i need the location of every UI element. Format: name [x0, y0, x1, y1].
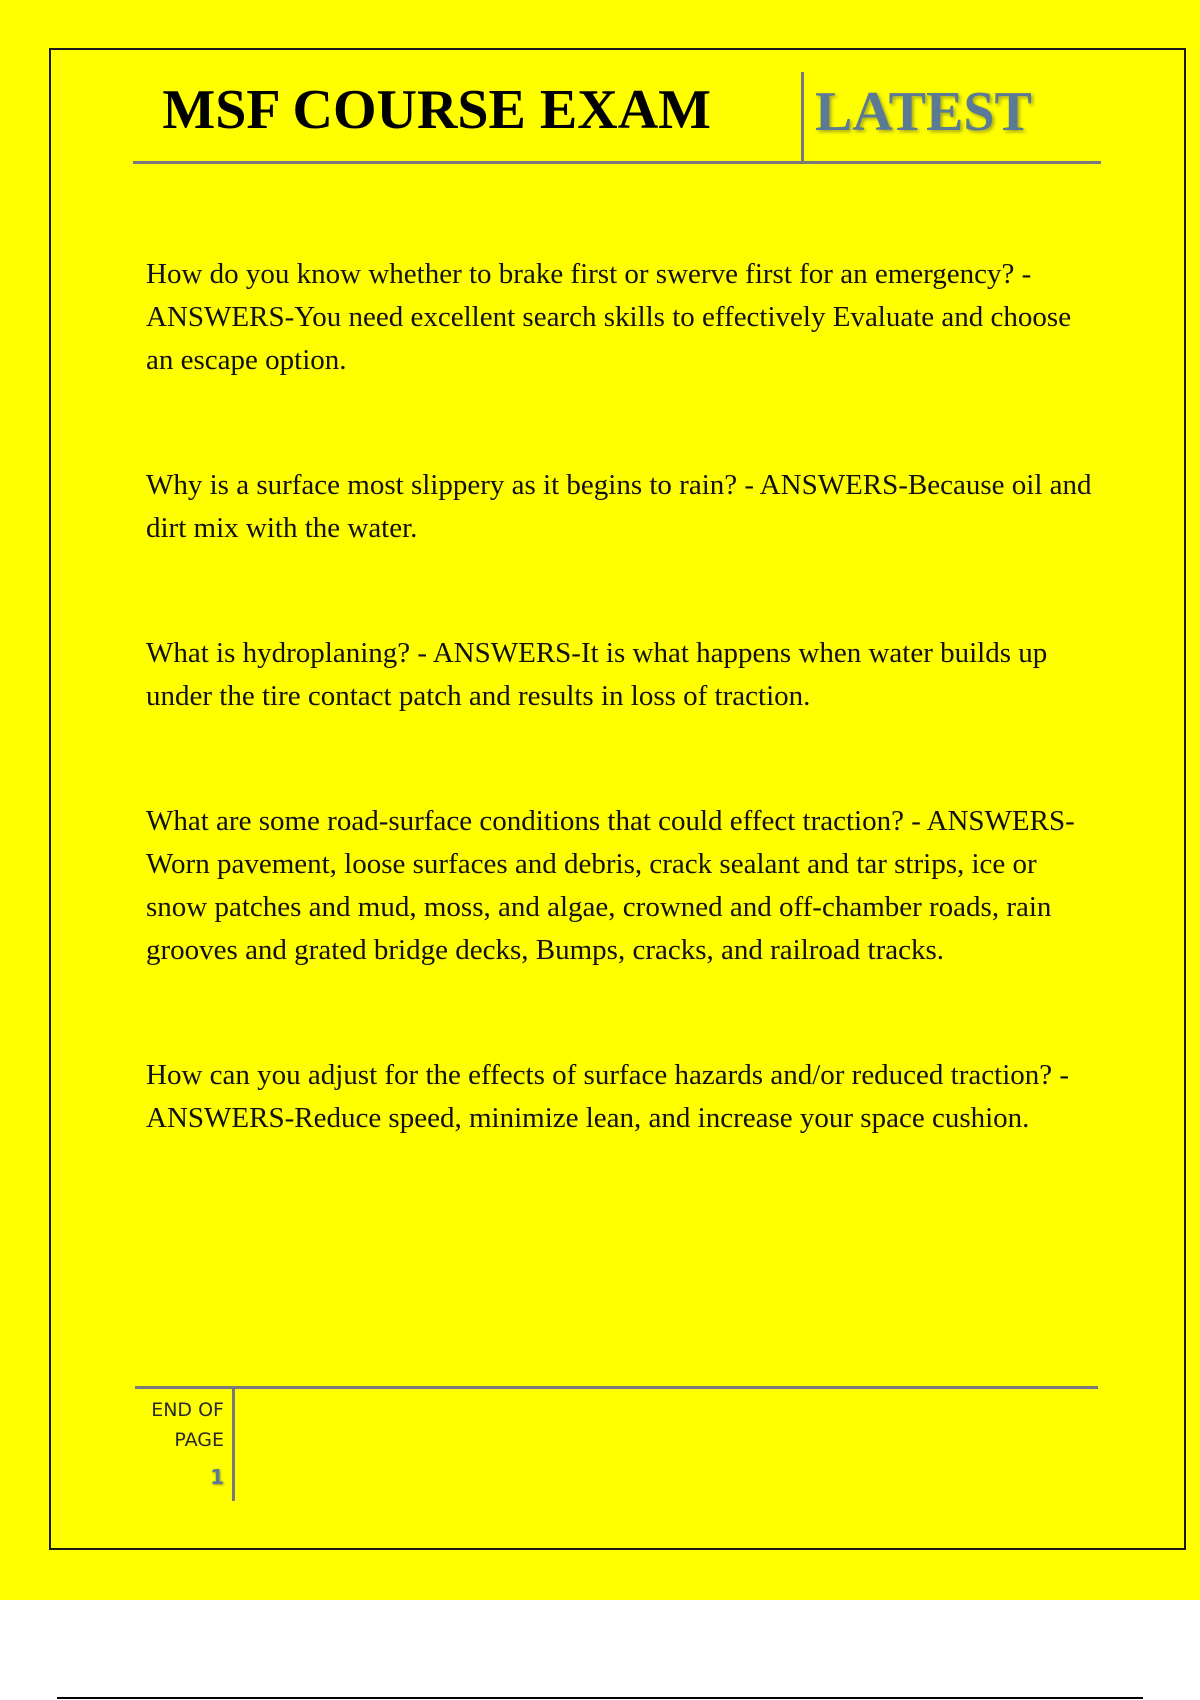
- end-of-page-label: [134, 1395, 224, 1455]
- qa-item-slippery-rain: Why is a surface most slippery as it begins to rain? - ANSWERS-Because oil and dirt mix with the water.: [146, 469, 1092, 544]
- footer-line-2: PAGE: [174, 1429, 224, 1451]
- title-accent-word: LATEST: [815, 81, 1032, 143]
- page-title: MSF COURSE EXAM: [162, 79, 711, 141]
- qa-item-brake-or-swerve: How do you know whether to brake first or swerve first for an emergency? - ANSWERS-You need excellent search skills to effectively Evaluate and choose an escape option.: [146, 258, 1072, 376]
- qa-list: [146, 253, 1096, 1222]
- page-header: [133, 72, 1101, 164]
- qa-item-adjust-for-hazards: How can you adjust for the effects of surface hazards and/or reduced traction? - ANSWERS-Reduce speed, minimize lean, and increase your space cushion.: [146, 1059, 1070, 1134]
- qa-item-road-surface-conditions: What are some road-surface conditions that could effect traction? - ANSWERS-Worn pavement, loose surfaces and debris, crack sealant and tar strips, ice or snow patches and mud, moss, and algae, crowned and off-chamber roads, rain grooves and grated bridge decks, Bumps, cracks, and railroad tracks.: [146, 805, 1075, 966]
- footer-line-1: END OF: [151, 1399, 224, 1421]
- page-footer: [135, 1386, 1098, 1500]
- footer-divider: [232, 1389, 235, 1501]
- page-number: 1: [210, 1465, 224, 1489]
- header-divider: [801, 72, 804, 161]
- bottom-rule: [57, 1697, 1143, 1699]
- qa-item-hydroplaning: What is hydroplaning? - ANSWERS-It is what happens when water builds up under the tire contact patch and results in loss of traction.: [146, 637, 1048, 712]
